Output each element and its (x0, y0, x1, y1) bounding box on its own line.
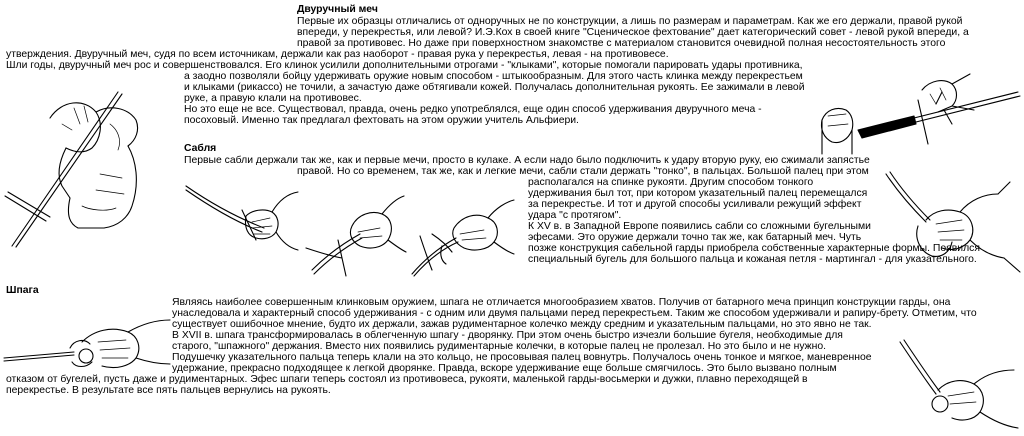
text-line: В XVII в. шпага трансформировалась в облегченную шпагу - дворянку. При этом очень быстро изчезли большие бугеля, необходимые для (172, 330, 843, 341)
two-handed-pike-grip-illustration (0, 78, 180, 248)
text-line: унаследовала и характерный способ удерживания - с одним или двумя пальцами перед перекрестьем. Таким же способом удерживали и рапиру-брету. Отметим, что (172, 308, 977, 319)
rapier-finger-grip-illustration (896, 358, 902, 364)
rapier-grip-illustration (2, 312, 172, 376)
text-line: утверждения. Двуручный меч, судя по всем источникам, держали как раз наоборот - правая рука у перекрестья, левая - на противовесе. (6, 49, 669, 60)
text-line: Являясь наиболее совершенным клинковым оружием, шпага не отличается многообразием хватов. Получив от батарного меча принцип конструкции гарды, она (172, 297, 951, 308)
text-line: Первые их образцы отличались от одноручных не по конструкции, а лишь по размерам и параметрам. Как же его держали, правой рукой (297, 16, 963, 27)
two-handed-heading: Двуручный меч (297, 4, 378, 15)
sabre-thin-grip-illustration (896, 338, 1022, 436)
text-line: и клыками (рикассо) не точили, а зачастую даже обтягивали кожей. Получалась дополнительная рукоять. Ее зажимали в левой (184, 82, 805, 93)
text-line: позже конструкция сабельной гарды приобрела собственные характерные формы. Появился (528, 243, 980, 254)
text-line: специальный бугель для большого пальца и кожаная петля - мартингал - для указательного. (528, 254, 977, 265)
text-line: К XV в. в Западной Европе появились сабли со сложными бугельными (528, 221, 871, 232)
text-line: существует ошибочное мнение, будто их держали, зажав рудиментарное колечко между средним и указательным пальцами, но это явно не так. (172, 319, 872, 330)
rapier-heading: Шпага (6, 285, 39, 296)
text-line: а заодно позволяли бойцу удерживать оружие новым способом - штыкообразным. Для этого часть клинка между перекрестьем (184, 71, 803, 82)
text-line: эфесами. Это оружие держали точно так же, как батарный меч. Чуть (528, 232, 862, 243)
text-line: Шли годы, двуручный меч рос и совершенствовался. Его клинок усилили дополнительными отрогами - "клыками", которые помогали парировать удары противника, (6, 60, 803, 71)
text-line: перекрестье. В результате все пять пальцев вернулись на рукоять. (6, 385, 331, 396)
text-line: старого, "шпажного" держания. Вместо них появились рудиментарные колечки, в которые палец не пролезал. Но это было и не нужно. (172, 341, 827, 352)
text-line: Но это еще не все. Существовал, правда, очень редко употреблялся, еще один способ удерживания двуручного меча - (184, 104, 762, 115)
sabre-finger-grip-illustration (406, 190, 516, 278)
text-line: руке, а правую клали на противовес. (184, 93, 362, 104)
text-line: удара "с протягом". (528, 210, 622, 221)
text-line: располагался на спинке рукояти. Другим способом тонкого (528, 177, 814, 188)
text-line: правой за противовес. Но даже при поверхностном знакомстве с материалом становится очевидной полная несостоятельность этого (297, 38, 946, 49)
text-line: удержание, прекрасно подходящее к легкой дворянке. Правда, вскоре удерживание еще больше смягчилось. Это было вызвано полным (172, 363, 837, 374)
text-line: впереди, у перекрестья, или левой? И.Э.Кох в своей книге "Сценическое фехтование" дает категорический совет - левой рукой впереди, а (297, 27, 969, 38)
sabre-fist-grip-illustration (182, 182, 300, 266)
text-line: Подушечку указательного пальца теперь клали на это кольцо, не просовывая палец вовнутрь. Получалось очень тонкое и мягкое, маневренное (172, 352, 872, 363)
text-line: за перекрестье. И тот и другой способы усиливали режущий эффект (528, 199, 862, 210)
text-line: Первые сабли держали так же, как и первые мечи, просто в кулаке. А если надо было подключить к удару вторую руку, ею сжимали запястье (184, 155, 870, 166)
sabre-thumb-grip-illustration (302, 190, 406, 278)
sabre-basket-hilt-illustration (880, 168, 1022, 276)
sabre-heading: Сабля (184, 143, 217, 154)
two-handed-sword-hand-illustration (818, 70, 1022, 156)
text-line: удерживания был тот, при котором указательный палец перемещался (528, 188, 868, 199)
text-line: правой. Но со временем, так же, как и легкие мечи, сабли стали держать "тонко", в пальцах. Большой палец при этом (297, 166, 869, 177)
text-line: посоховый. Именно так предлагал фехтовать на этом оружии учитель Альфиери. (184, 115, 579, 126)
text-line: отказом от бугелей, пусть даже и рудиментарных. Эфес шпаги теперь состоял из противовеса, рукояти, маленькой гарды-восьмерки и дужки, плавно переходящей в (6, 374, 808, 385)
